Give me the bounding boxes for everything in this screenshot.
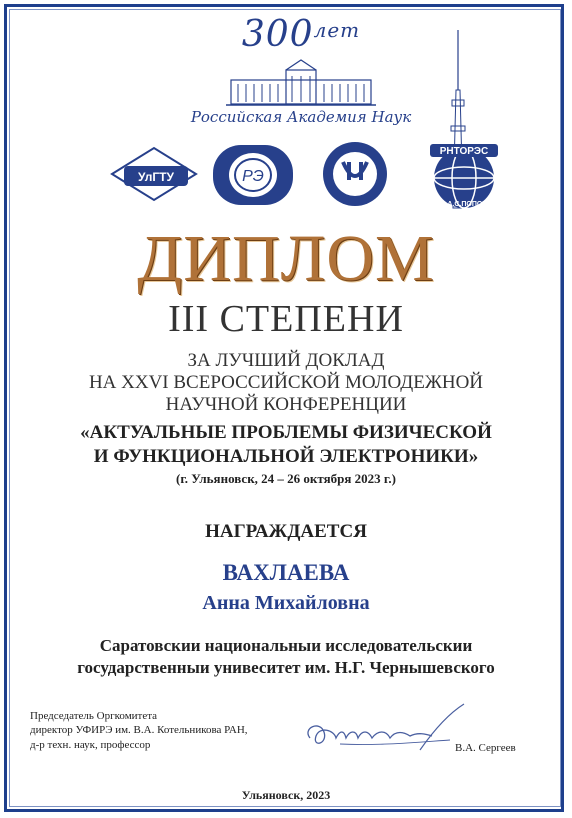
signatory-title-line-2: директор УФИРЭ им. В.А. Котельникова РАН, [30,724,248,737]
academy-script: Российская Академия Наук [190,108,412,126]
partner-logos [106,140,526,210]
award-for-line-2: НА XXVI ВСЕРОССИЙСКОЙ МОЛОДЕЖНОЙ [88,372,484,393]
award-for-line-1: ЗА ЛУЧШИЙ ДОКЛАД [187,350,385,371]
signatory-title-line-3: д-р техн. наук, профессор [30,738,151,751]
university-logo-icon [321,140,389,208]
ras-300-emblem [186,14,416,134]
anniversary-mark [186,14,416,55]
footer-place-year: Ульяновск, 2023 [241,788,331,802]
signatory-title [30,709,330,752]
signatory-title-line-1: Председатель Оргкомитета [30,710,158,722]
ulgtu-label: УлГТУ [138,170,174,184]
recipient-surname: ВАХЛАЕВА [222,560,350,585]
rntores-label: РНТОРЭС [439,146,489,157]
awarded-label: НАГРАЖДАЕТСЯ [205,521,367,542]
anniversary-number: 300 [241,14,314,55]
diploma-title: ДИПЛОМ [137,222,435,295]
popov-label: им.А.С.ПОПОВА [435,201,493,208]
ulgtu-logo-icon [106,144,202,206]
anniversary-suffix: лет [313,18,361,42]
handwritten-signature [300,700,470,760]
signer-name: В.А. Сергеев [455,742,516,754]
re-logo-letters: РЭ [242,168,264,185]
academy-building-icon [226,58,376,108]
conference-place-date: (г. Ульяновск, 24 – 26 октября 2023 г.) [176,471,396,486]
conference-title-line-1: «АКТУАЛЬНЫЕ ПРОБЛЕМЫ ФИЗИЧЕСКОЙ [80,422,492,443]
re-society-logo-icon [210,142,296,208]
diploma-degree: III СТЕПЕНИ [168,298,404,340]
award-for-line-3: НАУЧНОЙ КОНФЕРЕНЦИИ [165,394,407,415]
rntores-globe-logo-icon [416,140,512,210]
organization-line-2: государственныи унивеситет им. Н.Г. Чернышевского [77,658,495,677]
conference-title-line-2: И ФУНКЦИОНАЛЬНОЙ ЭЛЕКТРОНИКИ» [93,446,479,467]
organization-line-1: Саратовскии национальныи исследовательскии [99,636,473,655]
recipient-name: Анна Михайловна [202,592,370,614]
